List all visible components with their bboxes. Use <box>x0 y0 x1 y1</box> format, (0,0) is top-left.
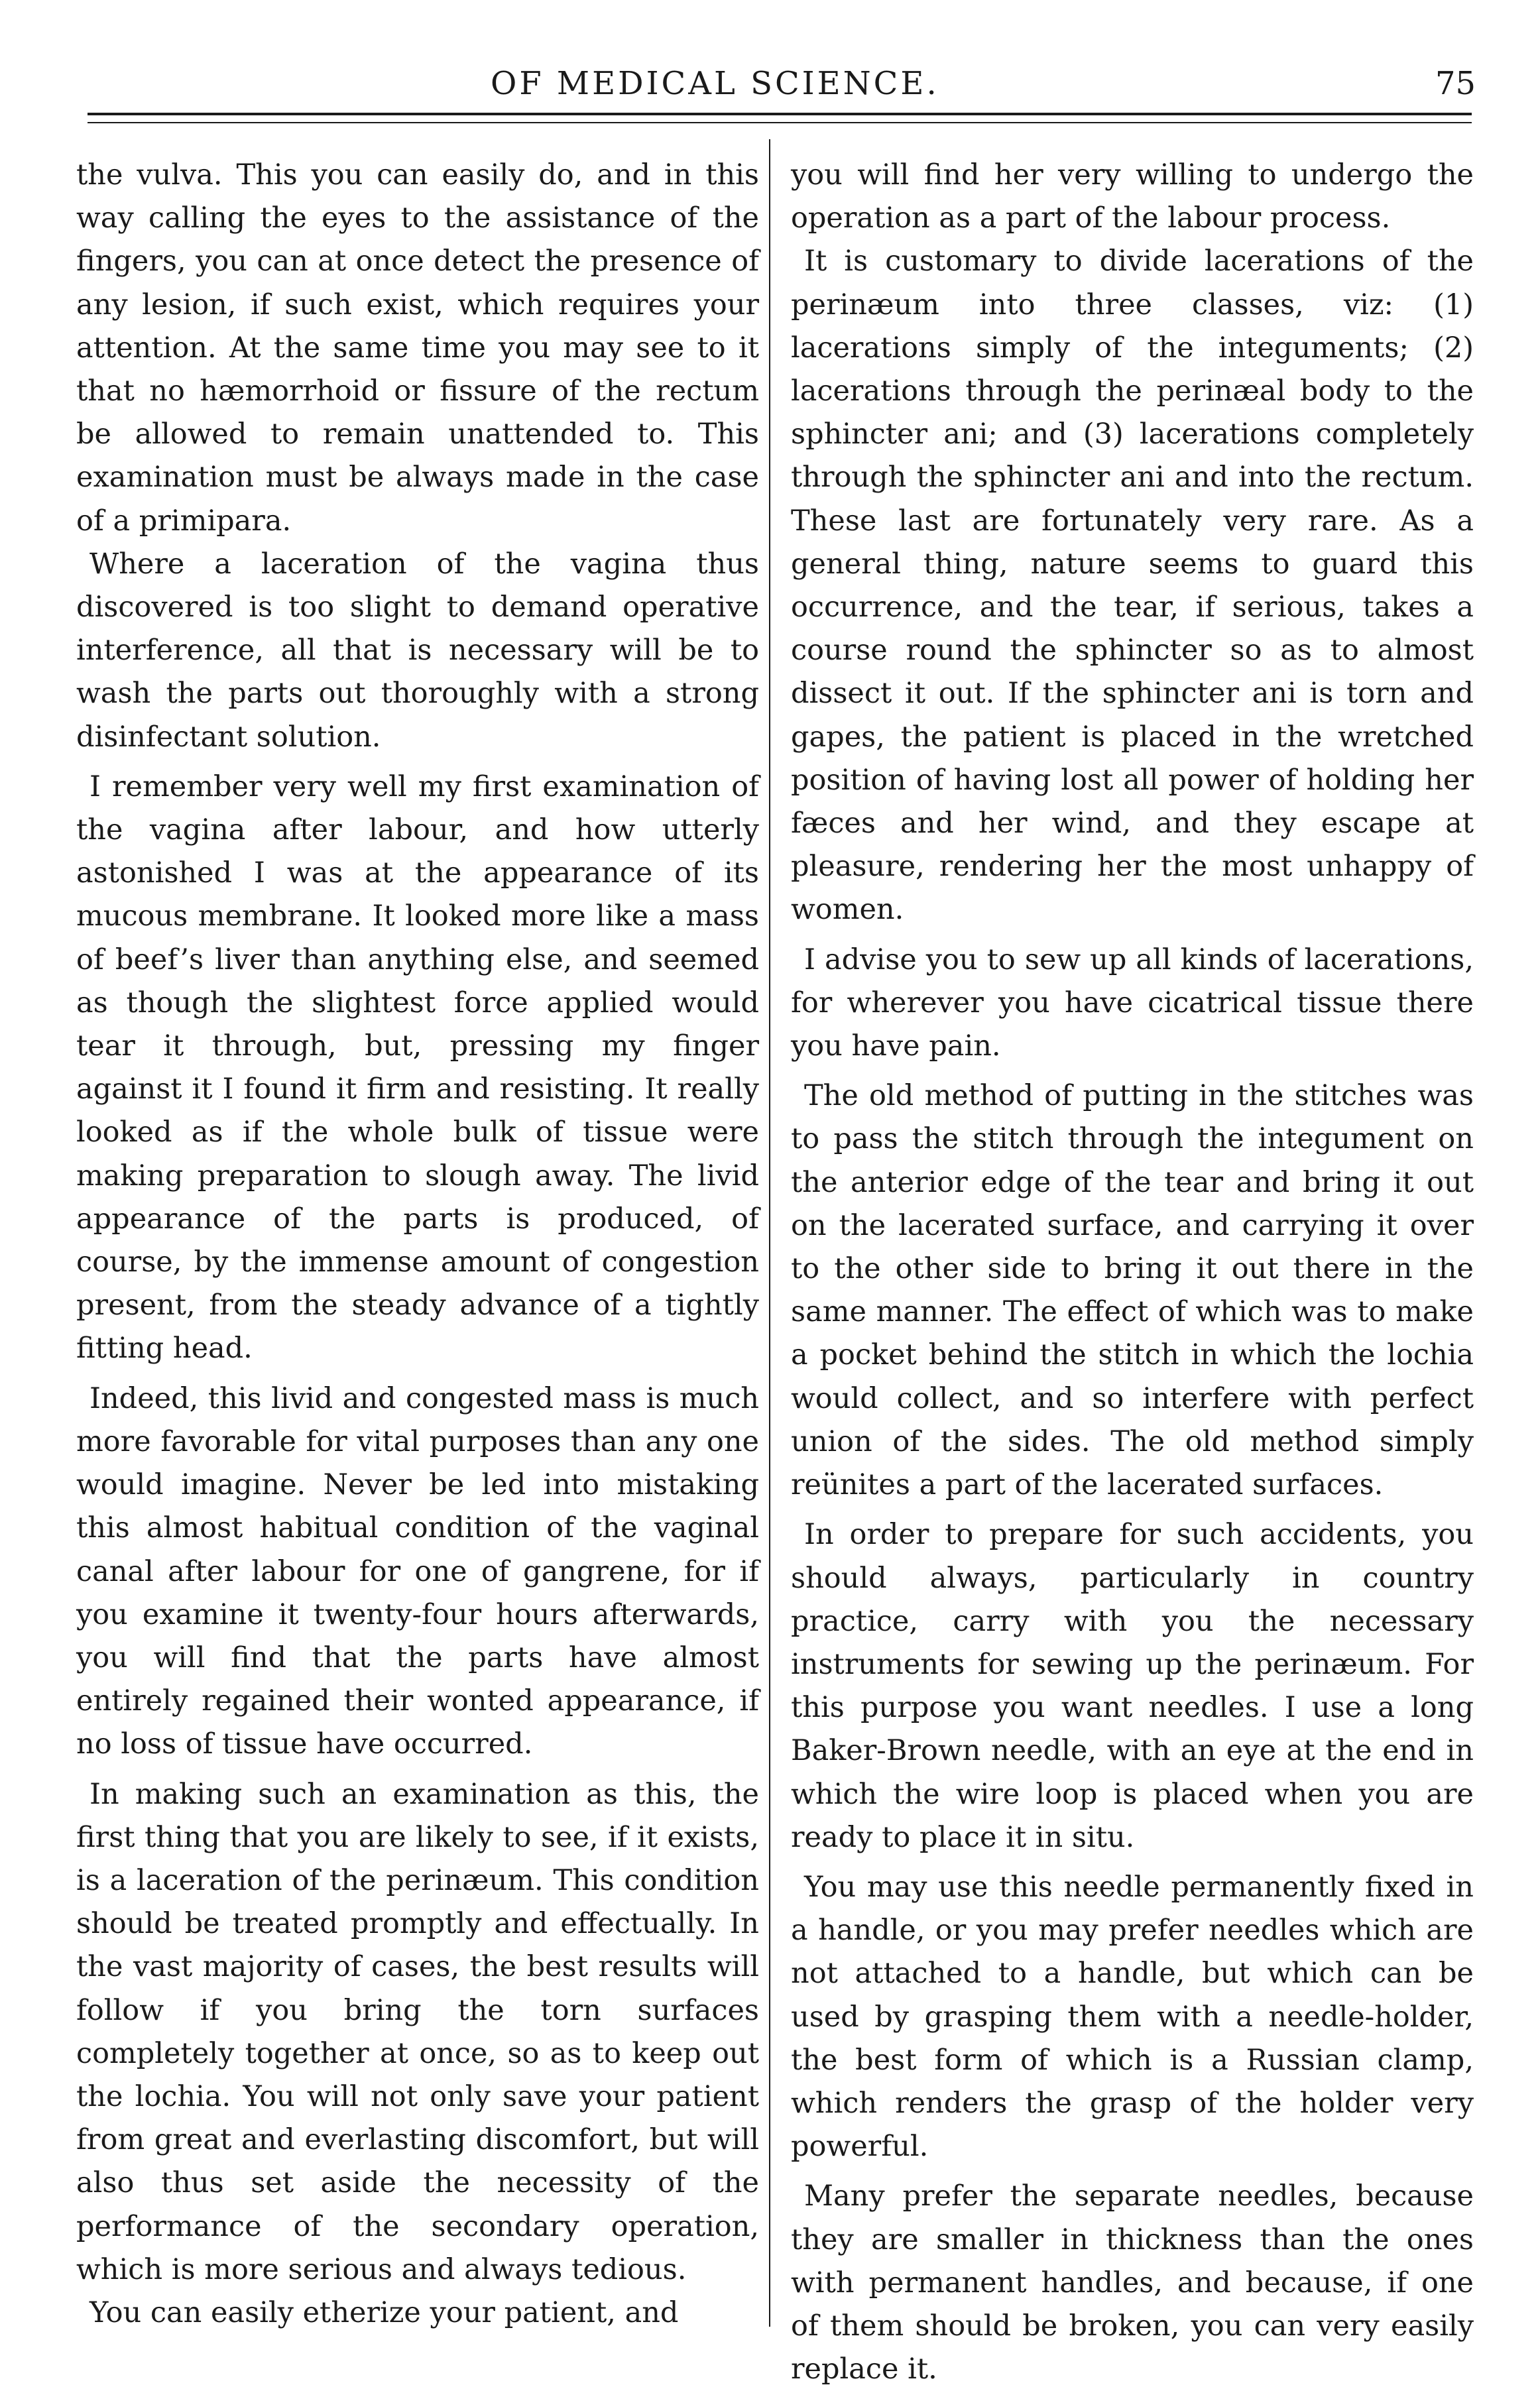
header-rule-thin <box>88 122 1472 123</box>
paragraph: I remember very well my first examination of the vagina after labour, and how utterly astonished I was at the appearance of its mucous membrane. It looked more like a mass of beef’s liver than anything else, and seemed as though the slightest force applied would tear it through, but, pressing my finger against it I found it firm and resisting. It really looked as if the whole bulk of tissue were making preparation to slough away. The livid appearance of the parts is produced, of course, by the immense amount of congestion present, from the steady advance of a tightly fitting head. <box>76 770 759 1366</box>
paragraph: I advise you to sew up all kinds of lacerations, for wherever you have cicatrical tissue there you have pain. <box>791 943 1474 1063</box>
paragraph: It is customary to divide lacerations of the perinæum into three classes, viz: (1) lacerations simply of the integuments; (2) lacerations through the perinæal body to the sphincter ani; and (3) lacerations completely through the sphincter ani and into the rectum. These last are fortunately very rare. As a general thing, nature seems to guard this occurrence, and the tear, if serious, takes a course round the sphincter so as to almost dissect it out. If the sphincter ani is torn and gapes, the patient is placed in the wretched position of having lost all power of holding her fæces and her wind, and they escape at pleasure, rendering her the most unhappy of women. <box>791 245 1474 927</box>
paragraph: Indeed, this livid and congested mass is much more favorable for vital purposes than any one would imagine. Never be led into mistaking this almost habitual condition of the vaginal canal after labour for one of gangrene, for if you examine it twenty-four hours afterwards, you will find that the parts have almost entirely regained their wonted appearance, if no loss of tissue have occurred. <box>76 1381 759 1761</box>
paragraph: the vulva. This you can easily do, and in this way calling the eyes to the assistance of the fingers, you can at once detect the presence of any lesion, if such exist, which requires your attention. At the same time you may see to it that no hæmorrhoid or fissure of the rectum be allowed to remain unattended to. This examination must be always made in the case of a primipara. <box>76 158 759 538</box>
paragraph: Many prefer the separate needles, because they are smaller in thickness than the ones with permanent handles, and because, if one of them should be broken, you can very easily replace it. <box>791 2180 1474 2386</box>
paragraph: In order to prepare for such accidents, you should always, particularly in country practice, carry with you the necessary instruments for sewing up the perinæum. For this purpose you want needles. I use a long Baker-Brown needle, with an eye at the end in which the wire loop is placed when you are ready to place it in situ. <box>791 1518 1474 1854</box>
page-number: 75 <box>1435 65 1476 102</box>
header-rule-thick <box>88 113 1472 115</box>
paragraph: Where a laceration of the vagina thus discovered is too slight to demand operative interference, all that is necessary will be to wash the parts out thoroughly with a strong disinfectant solution. <box>76 547 759 754</box>
paragraph: You may use this needle permanently fixed in a handle, or you may prefer needles which are not attached to a handle, but which can be used by grasping them with a needle-holder, the best form of which is a Russian clamp, which renders the grasp of the holder very powerful. <box>791 1870 1474 2164</box>
paragraph: In making such an examination as this, the first thing that you are likely to see, if it exists, is a laceration of the perinæum. This condition should be treated promptly and effectually. In the vast majority of cases, the best results will follow if you bring the torn surfaces completely together at once, so as to keep out the lochia. You will not only save your patient from great and everlasting discomfort, but will also thus set aside the necessity of the performance of the secondary operation, which is more serious and always tedious. <box>76 1777 759 2286</box>
paragraph: The old method of putting in the stitches was to pass the stitch through the integument on the anterior edge of the tear and bring it out on the lacerated surface, and carrying it over to the other side to bring it out there in the same manner. The effect of which was to make a pocket behind the stitch in which the lochia would collect, and so interfere with perfect union of the sides. The old method simply reünites a part of the lacerated surfaces. <box>791 1079 1474 1502</box>
right-column <box>791 154 1474 2386</box>
left-column <box>76 154 759 2329</box>
paragraph: You can easily etherize your patient, and <box>89 2296 679 2329</box>
column-divider <box>769 139 770 2327</box>
running-title: OF MEDICAL SCIENCE. <box>491 65 939 102</box>
paragraph: you will find her very willing to undergo the operation as a part of the labour process. <box>791 158 1474 235</box>
